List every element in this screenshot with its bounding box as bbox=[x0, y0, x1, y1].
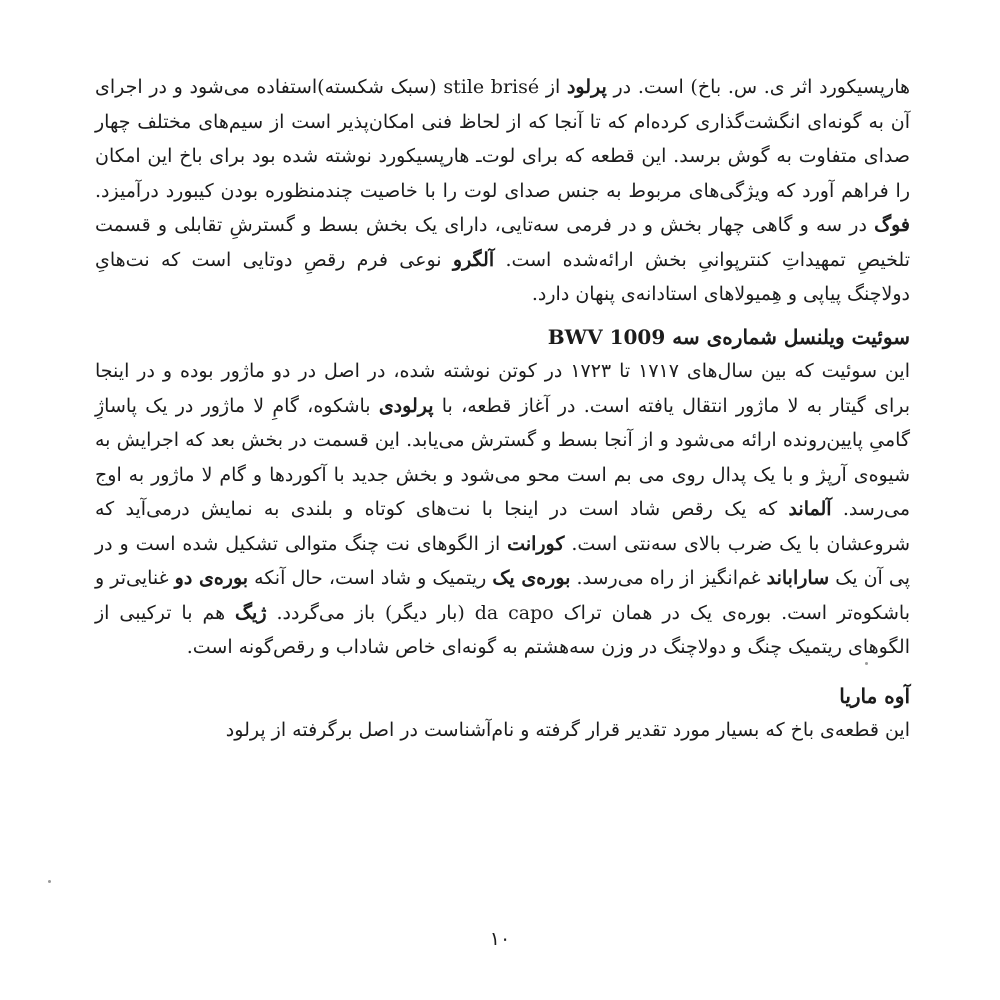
term-allemande: آلماند bbox=[788, 498, 832, 520]
text-run: نوعی فرم رقصِ دوتایی است که نت‌هایِ دولاچنگ پیاپی و هِمیولاهای استادانه‌ی پنهان دارد. bbox=[95, 248, 910, 305]
text-run: غنایی‌تر و باشکوه‌تر است. بوره‌ی یک در همان تراک da capo (بار دیگر) باز می‌گردد. bbox=[95, 567, 911, 624]
document-body bbox=[95, 70, 910, 748]
term-bourree-two: بوره‌ی دو bbox=[174, 567, 249, 589]
text-run: در سه و گاهی چهار بخش و در فرمی سه‌تایی، دارای یک بخش بسط و گسترشِ تقابلی و قسمت تلخیصِ تمهیداتِ کنترپوانیِ بخش ارائه‌شده است. bbox=[95, 214, 910, 271]
section-heading-cello-suite: سوئیت ویلنسل شماره‌ی سه BWV 1009 bbox=[547, 324, 910, 349]
text-run: ریتمیک و شاد است، حال آنکه bbox=[248, 567, 493, 589]
text-run: باشکوه، گامِ لا ماژور در یک پاساژِ گامیِ پایین‌رونده ارائه می‌شود و از آنجا بسط و گسترش می‌یابد. این قسمت در بخش بعد که اجرایش به شیوه‌ی آرپژ و با یک پدال روی می بم است محو می‌شود و بخش جدید با آکوردها و گام لا ماژور به اوج می‌رسد. bbox=[95, 394, 910, 520]
term-allegro: آلگرو bbox=[452, 248, 495, 271]
text-run: از الگوهای نت چنگ متوالی تشکیل شده است و در پی آن یک bbox=[95, 532, 910, 589]
text-run: هارپسیکورد اثر ی. س. باخ) است. در bbox=[606, 76, 911, 98]
text-run: هم با ترکیبی از الگوهای ریتمیک چنگ و دولاچنگ در وزن سه‌هشتم به گونه‌ای خاص شاداب و رقص‌گونه است. bbox=[95, 601, 910, 658]
scan-speck bbox=[865, 662, 868, 665]
page-number: ۱۰ bbox=[489, 928, 511, 950]
term-fugue: فوگ bbox=[874, 214, 910, 236]
term-gigue: ژیگ bbox=[235, 601, 267, 624]
text-run: که یک رقص شاد است در اینجا با نت‌های کوتاه و بلندی به نمایش درمی‌آید که شروعشان با یک ضرب بالای سه‌نتی است. bbox=[95, 498, 910, 555]
term-prelude: پرلود bbox=[566, 76, 607, 98]
text-run: از stile brisé (سبک شکسته)استفاده می‌شود و در اجرای آن به گونه‌ای انگشت‌گذاری کرده‌ام که تا آنجا که از لحاظ فنی امکان‌پذیر است از سیم‌های مختلف چهار صدای متفاوت به گوش برسد. این قطعه که برای لوت‌ـ هارپسیکورد نوشته شده بود برای باخ این امکان را فراهم آورد که ویژگی‌های مربوط به جنس صدای لوت را با خاصیت چندمنظوره بودن کیبورد درآمیزد. bbox=[95, 76, 910, 202]
paragraph-ave-maria: این قطعه‌ی باخ که بسیار مورد تقدیر قرار گرفته و نام‌آشناست در اصل برگرفته از پرلود bbox=[225, 719, 910, 741]
paragraph-cello-suite bbox=[95, 354, 910, 665]
scan-speck bbox=[48, 880, 51, 883]
text-run: غم‌انگیز از راه می‌رسد. bbox=[570, 567, 767, 589]
paragraph-prelude-fugue-allegro bbox=[95, 70, 910, 312]
text-run: این سوئیت که بین سال‌های ۱۷۱۷ تا ۱۷۲۳ در کوتن نوشته شده، در اصل در دو ماژور بوده و در اینجا برای گیتار به لا ماژور انتقال یافته است. در آغاز قطعه، با bbox=[95, 360, 911, 417]
section-heading-ave-maria: آوه ماریا bbox=[839, 683, 910, 708]
term-sarabande: ساراباند bbox=[766, 567, 830, 589]
term-bourree-one: بوره‌ی یک bbox=[492, 567, 571, 589]
term-prelude: پرلودی bbox=[378, 394, 434, 417]
term-courante: کورانت bbox=[507, 532, 565, 555]
